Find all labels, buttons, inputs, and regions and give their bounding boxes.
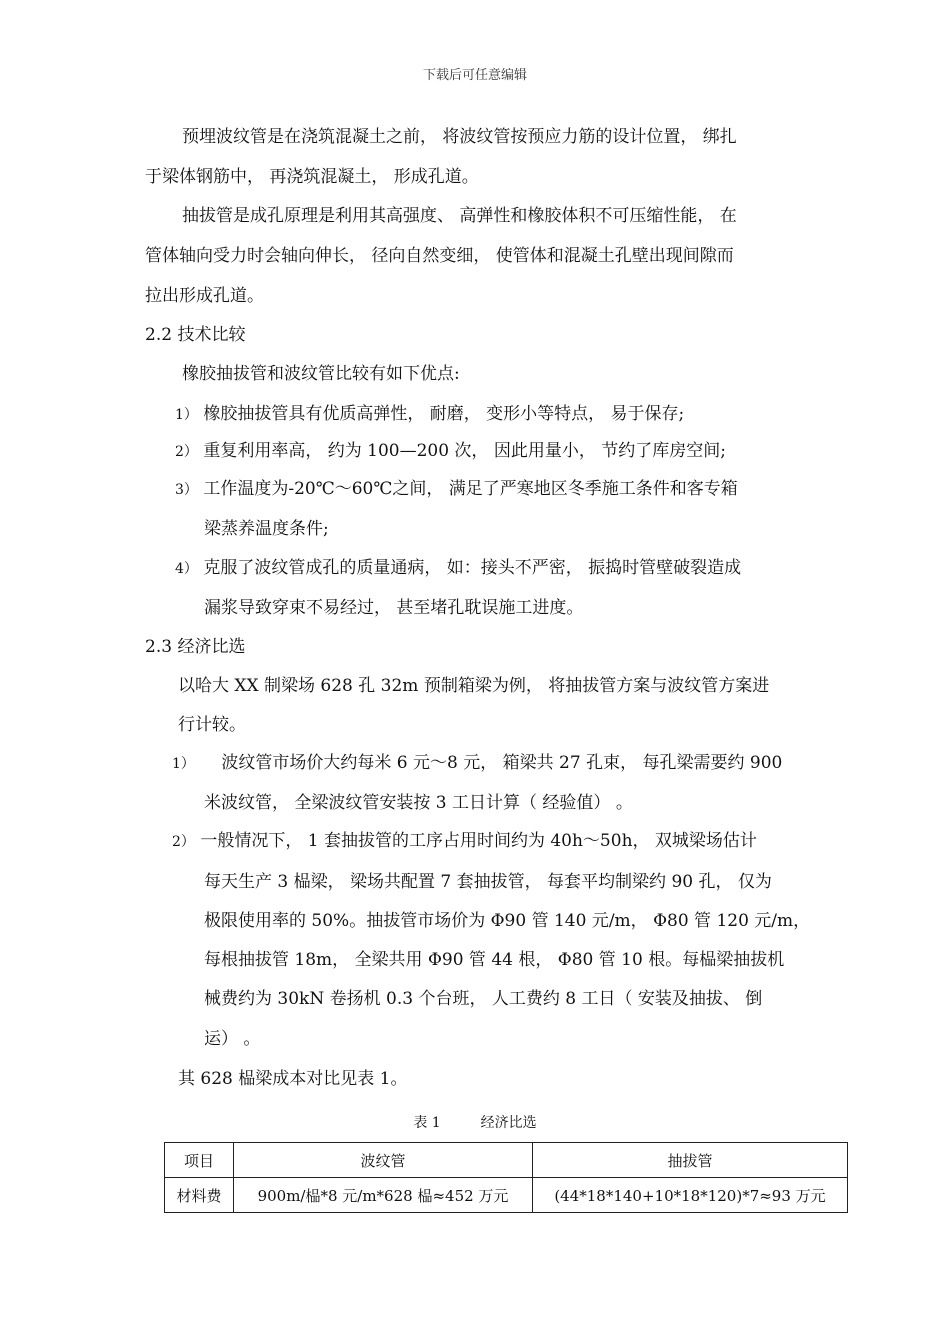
list-number: 3） xyxy=(175,482,198,498)
list-item-continuation: 每根抽拔管 18m， 全梁共用 Φ90 管 44 根， Φ80 管 10 根。每榀梁抽拔机 xyxy=(204,950,785,970)
list-item-4 xyxy=(175,557,741,580)
table-cell: (44*18*140+10*18*120)*7≈93 万元 xyxy=(533,1178,848,1213)
paragraph-line: 行计较。 xyxy=(178,715,246,735)
table-cell: 材料费 xyxy=(165,1178,234,1213)
list-number: 2） xyxy=(172,834,195,850)
list-item-text: 波纹管市场价大约每米 6 元～8 元， 箱梁共 27 孔束， 每孔梁需要约 900 xyxy=(221,753,783,773)
list-number: 1） xyxy=(172,756,195,772)
list-number: 2） xyxy=(175,444,198,460)
table-header-cell: 抽拔管 xyxy=(533,1143,848,1178)
list-item-continuation: 械费约为 30kN 卷扬机 0.3 个台班， 人工费约 8 工日（ 安装及抽拔、 倒 xyxy=(204,989,763,1009)
paragraph-line: 抽拔管是成孔原理是利用其高强度、 高弹性和橡胶体积不可压缩性能， 在 xyxy=(182,206,737,226)
list-item-continuation: 每天生产 3 榀梁， 梁场共配置 7 套抽拔管， 每套平均制梁约 90 孔， 仅为 xyxy=(204,872,772,892)
list-number: 1） xyxy=(175,407,198,423)
page-header-note: 下载后可任意编辑 xyxy=(422,68,527,83)
list-item-continuation: 梁蒸养温度条件; xyxy=(204,519,329,539)
list-item-2 xyxy=(175,440,726,463)
table-header-row xyxy=(165,1143,848,1178)
list-item-text: 重复利用率高， 约为 100—200 次， 因此用量小， 节约了库房空间; xyxy=(203,441,726,461)
list-item-continuation: 漏浆导致穿束不易经过， 甚至堵孔耽误施工进度。 xyxy=(204,598,584,618)
econ-item-1 xyxy=(172,752,782,775)
list-item-text: 克服了波纹管成孔的质量通病， 如：接头不严密， 振捣时管壁破裂造成 xyxy=(203,558,742,578)
paragraph-line: 拉出形成孔道。 xyxy=(145,286,264,306)
list-item-3 xyxy=(175,478,738,501)
list-item-text: 一般情况下， 1 套抽拔管的工序占用时间约为 40h～50h， 双城梁场估计 xyxy=(200,831,757,851)
paragraph-line: 于梁体钢筋中， 再浇筑混凝土， 形成孔道。 xyxy=(145,167,479,187)
cost-comparison-table xyxy=(164,1142,848,1213)
paragraph-line: 以哈大 XX 制梁场 628 孔 32m 预制箱梁为例， 将抽拔管方案与波纹管方案进 xyxy=(178,676,770,696)
econ-item-2 xyxy=(172,830,757,853)
list-item-continuation: 极限使用率的 50%。抽拔管市场价为 Φ90 管 140 元/m， Φ80 管 120 元/m， xyxy=(204,911,811,931)
list-item-text: 工作温度为-20℃～60℃之间， 满足了严寒地区冬季施工条件和客专箱 xyxy=(203,479,738,499)
paragraph-line: 橡胶抽拔管和波纹管比较有如下优点: xyxy=(182,364,460,384)
list-item-continuation: 米波纹管， 全梁波纹管安装按 3 工日计算（ 经验值） 。 xyxy=(204,793,633,813)
list-number: 4） xyxy=(175,561,198,577)
list-item-continuation: 运） 。 xyxy=(204,1029,261,1049)
table-header-cell: 项目 xyxy=(165,1143,234,1178)
section-heading-2-3: 2.3 经济比选 xyxy=(145,637,246,657)
table-row xyxy=(165,1178,848,1213)
table-header-cell: 波纹管 xyxy=(234,1143,533,1178)
paragraph-line: 管体轴向受力时会轴向伸长， 径向自然变细， 使管体和混凝土孔壁出现间隙而 xyxy=(145,246,734,266)
paragraph-line: 预埋波纹管是在浇筑混凝土之前， 将波纹管按预应力筋的设计位置， 绑扎 xyxy=(182,127,737,147)
table-cell: 900m/榀*8 元/m*628 榀≈452 万元 xyxy=(234,1178,533,1213)
table-caption xyxy=(0,1112,950,1132)
table-caption-label: 表 1 xyxy=(413,1115,441,1131)
list-item-text: 橡胶抽拔管具有优质高弹性， 耐磨， 变形小等特点， 易于保存; xyxy=(203,404,685,424)
list-item-1 xyxy=(175,403,684,426)
section-heading-2-2: 2.2 技术比较 xyxy=(145,325,246,345)
paragraph-line: 其 628 榀梁成本对比见表 1。 xyxy=(178,1069,408,1089)
table-caption-title: 经济比选 xyxy=(480,1115,537,1131)
